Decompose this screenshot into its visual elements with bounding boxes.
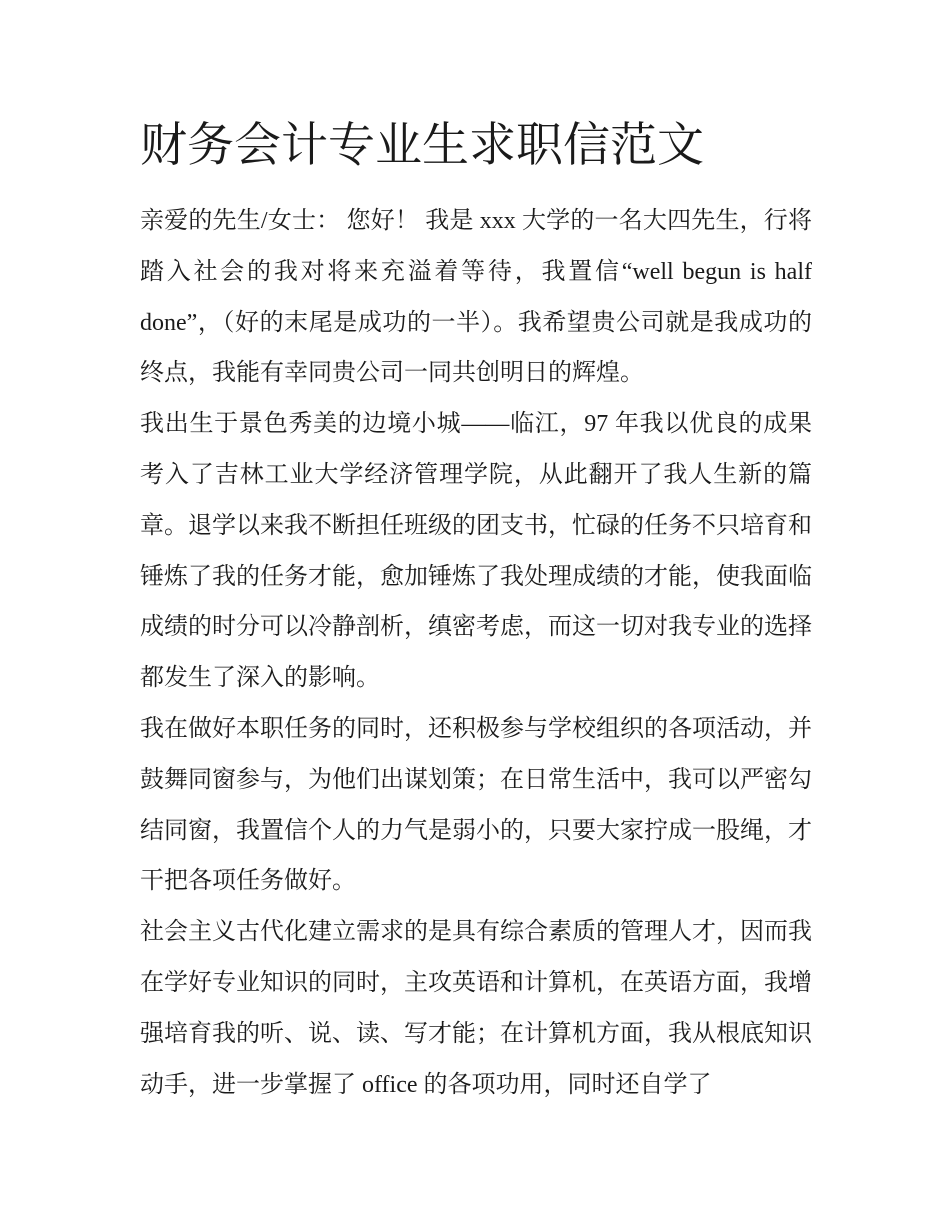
- document-title: 财务会计专业生求职信范文: [140, 118, 704, 173]
- paragraph-background: 我出生于景色秀美的边境小城——临江，97 年我以优良的成果考入了吉林工业大学经济管理学院，从此翻开了我人生新的篇章。退学以来我不断担任班级的团支书，忙碌的任务不只培育和锤炼了我的任务才能，愈加锤炼了我处理成绩的才能，使我面临成绩的时分可以冷静剖析，缜密考虑，而这一切对我专业的选择都发生了深入的影响。: [140, 411, 812, 692]
- document-body: [140, 196, 812, 1110]
- paragraph-activities: 我在做好本职任务的同时，还积极参与学校组织的各项活动，并鼓舞同窗参与，为他们出谋划策；在日常生活中，我可以严密勾结同窗，我置信个人的力气是弱小的，只要大家拧成一股绳，才干把各项任务做好。: [140, 715, 812, 895]
- paragraph-greeting: 亲爱的先生/女士： 您好！ 我是 xxx 大学的一名大四先生，行将踏入社会的我对将来充溢着等待，我置信“well begun is half done”，（好的末尾是成功的一半）。我希望贵公司就是我成功的终点，我能有幸同贵公司一同共创明日的辉煌。: [140, 208, 812, 387]
- paragraph-skills: 社会主义古代化建立需求的是具有综合素质的管理人才，因而我在学好专业知识的同时，主攻英语和计算机，在英语方面，我增强培育我的听、说、读、写才能；在计算机方面，我从根底知识动手，进一步掌握了 office 的各项功用，同时还自学了: [140, 919, 812, 1098]
